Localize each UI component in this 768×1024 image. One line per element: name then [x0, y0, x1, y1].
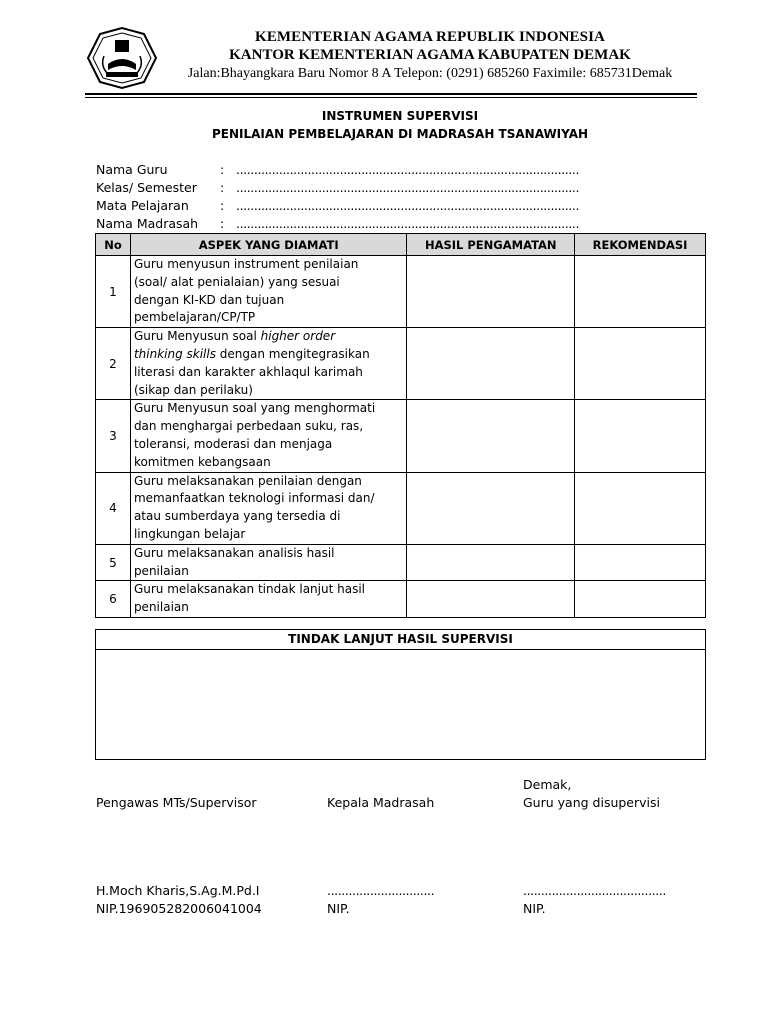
row-rekomendasi-cell[interactable]	[575, 581, 706, 618]
aspek-line: dan menghargai perbedaan suku, ras,	[133, 419, 364, 434]
guru-name-blank[interactable]: ........................................	[523, 883, 666, 898]
field-colon: :	[220, 216, 225, 231]
row-number: 6	[96, 581, 131, 618]
aspek-line: (sikap dan perilaku)	[133, 382, 253, 397]
row-aspek	[130, 328, 406, 400]
aspek-line: Guru melaksanakan penilaian dengan	[133, 473, 362, 488]
field-blank[interactable]: ................................................................................................	[236, 216, 580, 231]
field-blank[interactable]: ................................................................................................	[236, 162, 580, 177]
row-hasil-cell[interactable]	[407, 328, 575, 400]
row-rekomendasi-cell[interactable]	[575, 256, 706, 328]
row-number: 3	[96, 400, 131, 472]
aspek-italic-text: higher order	[260, 329, 336, 344]
guru-role: Guru yang disupervisi	[523, 795, 660, 810]
aspek-text: dengan mengitegrasikan	[215, 346, 370, 361]
supervision-table	[95, 233, 706, 618]
signature-place: Demak,	[523, 777, 572, 792]
field-colon: :	[220, 180, 225, 195]
aspek-line: memanfaatkan teknologi informasi dan/	[133, 491, 375, 506]
aspek-line: literasi dan karakter akhlaqul karimah	[133, 364, 363, 379]
row-hasil-cell[interactable]	[407, 400, 575, 472]
field-label: Kelas/ Semester	[96, 180, 197, 195]
office-name: KANTOR KEMENTERIAN AGAMA KABUPATEN DEMAK	[229, 47, 631, 63]
aspek-italic-text: thinking skills	[133, 346, 216, 361]
aspek-line	[134, 346, 403, 364]
aspek-line	[134, 328, 403, 346]
row-aspek	[130, 581, 406, 618]
letterhead-rule-thin	[85, 97, 697, 98]
header-hasil: HASIL PENGAMATAN	[407, 234, 575, 256]
row-rekomendasi-cell[interactable]	[575, 400, 706, 472]
row-number: 2	[96, 328, 131, 400]
tindak-lanjut-box	[95, 629, 706, 760]
office-address: Jalan:Bhayangkara Baru Nomor 8 A Telepon: (0291) 685260 Faximile: 685731Demak	[187, 66, 673, 81]
header-rekomendasi: REKOMENDASI	[575, 234, 706, 256]
row-hasil-cell[interactable]	[407, 256, 575, 328]
tindak-lanjut-area[interactable]	[96, 650, 705, 758]
aspek-line: lingkungan belajar	[133, 526, 246, 541]
field-blank[interactable]: ................................................................................................	[236, 180, 580, 195]
row-rekomendasi-cell[interactable]	[575, 544, 706, 581]
letterhead-rule-thick	[85, 93, 697, 95]
table-row	[96, 256, 706, 328]
field-blank[interactable]: ................................................................................................	[236, 198, 580, 213]
aspek-line: dengan KI-KD dan tujuan	[133, 292, 285, 307]
table-header-row	[96, 234, 706, 256]
aspek-line: Guru menyusun instrument penilaian	[133, 257, 359, 271]
document-subtitle: PENILAIAN PEMBELAJARAN DI MADRASAH TSANAWIYAH	[211, 127, 589, 141]
kepala-nip: NIP.	[327, 901, 350, 916]
row-rekomendasi-cell[interactable]	[575, 472, 706, 544]
pengawas-name: H.Moch Kharis,S.Ag.M.Pd.I	[96, 883, 260, 898]
aspek-line: toleransi, moderasi dan menjaga	[133, 436, 333, 451]
field-colon: :	[220, 162, 225, 177]
table-row	[96, 581, 706, 618]
kemenag-logo-icon	[86, 26, 158, 90]
pengawas-role: Pengawas MTs/Supervisor	[96, 795, 257, 810]
table-row	[96, 400, 706, 472]
row-aspek	[130, 400, 406, 472]
aspek-line: pembelajaran/CP/TP	[133, 310, 256, 325]
row-hasil-cell[interactable]	[407, 472, 575, 544]
table-row	[96, 544, 706, 581]
table-row	[96, 328, 706, 400]
row-aspek	[130, 544, 406, 581]
aspek-text: Guru Menyusun soal	[133, 329, 261, 344]
field-colon: :	[220, 198, 225, 213]
aspek-line: Guru melaksanakan tindak lanjut hasil	[133, 582, 365, 597]
ministry-name: KEMENTERIAN AGAMA REPUBLIK INDONESIA	[255, 29, 605, 45]
row-aspek	[130, 472, 406, 544]
pengawas-nip: NIP.196905282006041004	[96, 901, 262, 916]
field-label: Nama Madrasah	[96, 216, 199, 231]
tindak-lanjut-heading: TINDAK LANJUT HASIL SUPERVISI	[96, 630, 705, 650]
row-aspek	[130, 256, 406, 328]
table-row	[96, 472, 706, 544]
row-number: 4	[96, 472, 131, 544]
aspek-line: atau sumberdaya yang tersedia di	[133, 509, 341, 524]
field-label: Mata Pelajaran	[96, 198, 189, 213]
aspek-line: penilaian	[133, 600, 189, 615]
row-number: 5	[96, 544, 131, 581]
aspek-line: komitmen kebangsaan	[133, 454, 271, 469]
header-aspek: ASPEK YANG DIAMATI	[130, 234, 406, 256]
kepala-name-blank[interactable]: ..............................	[327, 883, 435, 898]
row-rekomendasi-cell[interactable]	[575, 328, 706, 400]
guru-nip: NIP.	[523, 901, 546, 916]
aspek-line: Guru melaksanakan analisis hasil	[133, 545, 335, 560]
aspek-line: penilaian	[133, 563, 189, 578]
row-hasil-cell[interactable]	[407, 544, 575, 581]
header-no: No	[96, 234, 131, 256]
row-hasil-cell[interactable]	[407, 581, 575, 618]
field-label: Nama Guru	[96, 162, 168, 177]
aspek-line: Guru Menyusun soal yang menghormati	[133, 401, 376, 416]
kepala-role: Kepala Madrasah	[327, 795, 435, 810]
letterhead	[160, 29, 700, 83]
document-title: INSTRUMEN SUPERVISI	[321, 109, 479, 123]
aspek-line: (soal/ alat penialaian) yang sesuai	[133, 274, 340, 289]
row-number: 1	[96, 256, 131, 328]
